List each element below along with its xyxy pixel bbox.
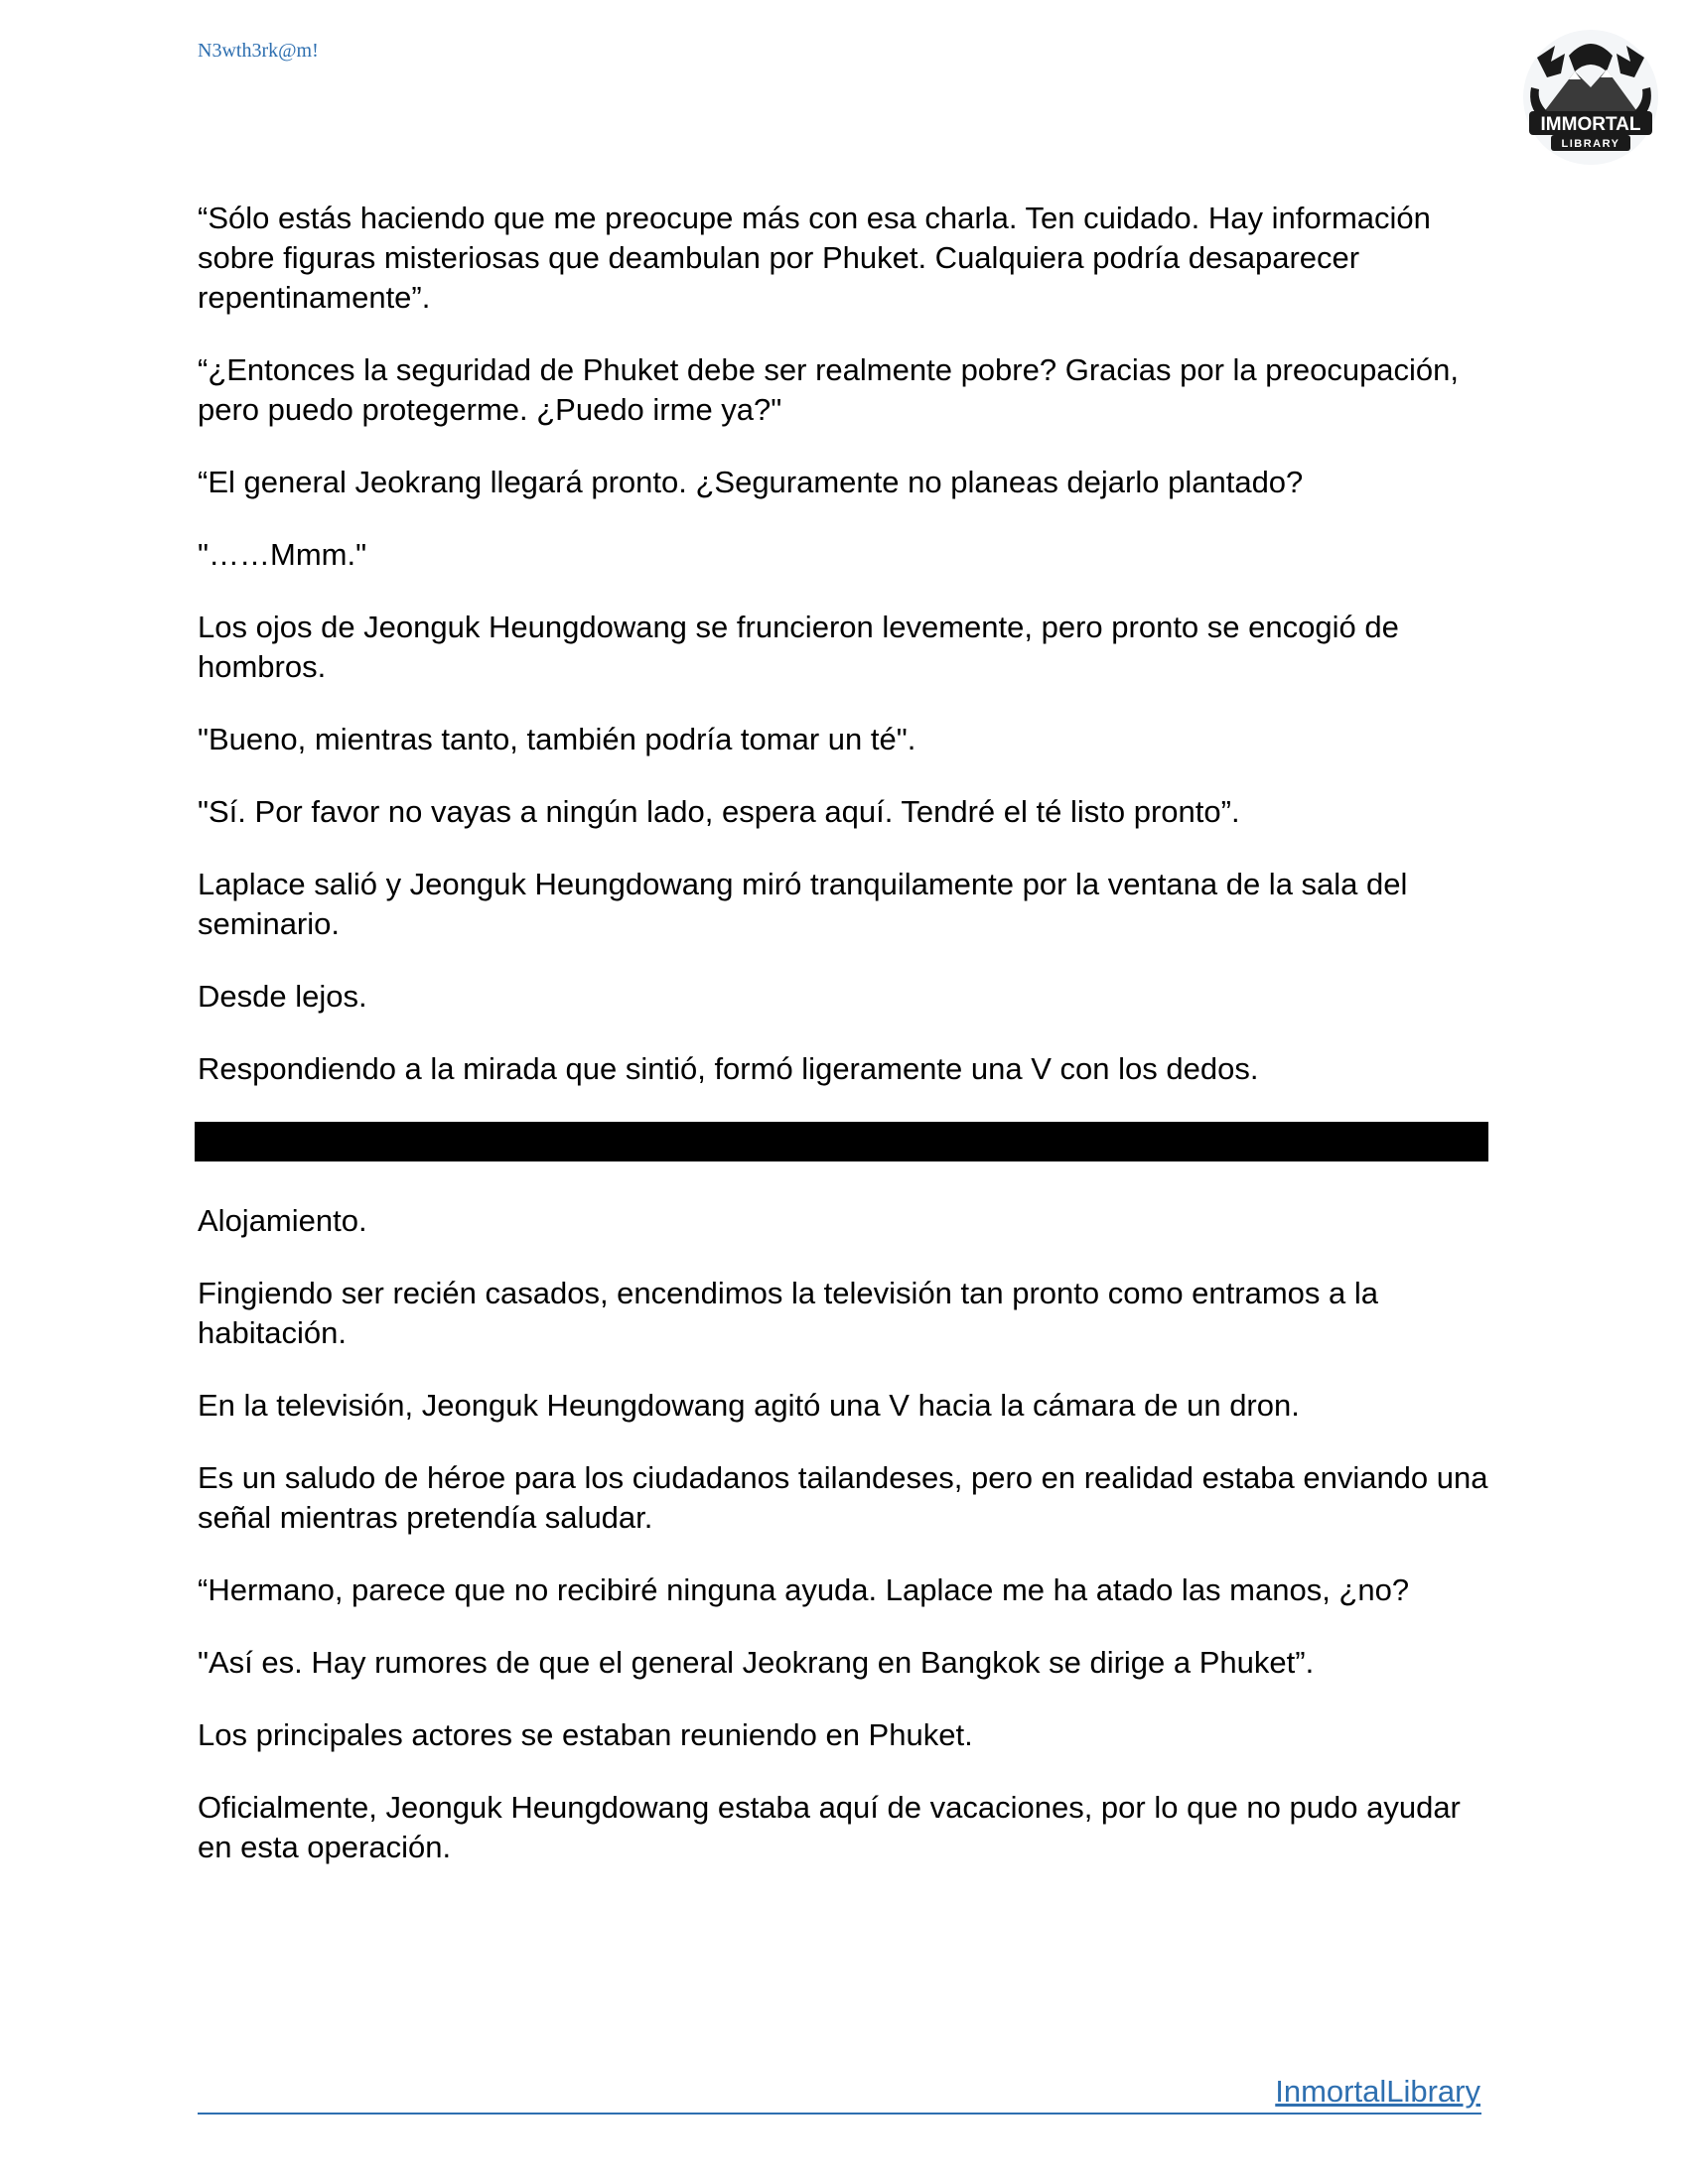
paragraph: "Sí. Por favor no vayas a ningún lado, espera aquí. Tendré el té listo pronto”. <box>198 794 1240 829</box>
paragraph: Desde lejos. <box>198 979 367 1014</box>
logo-line1: IMMORTAL <box>1540 114 1641 135</box>
paragraph: Alojamiento. <box>198 1203 367 1238</box>
document-body <box>198 199 1488 1900</box>
paragraph: “El general Jeokrang llegará pronto. ¿Seguramente no planeas dejarlo plantado? <box>198 465 1304 499</box>
logo-line2: LIBRARY <box>1561 138 1620 150</box>
paragraph: "Así es. Hay rumores de que el general Jeokrang en Bangkok se dirige a Phuket”. <box>198 1645 1315 1680</box>
paragraph: "Bueno, mientras tanto, también podría tomar un té". <box>198 722 916 756</box>
paragraph: Los principales actores se estaban reuniendo en Phuket. <box>198 1717 973 1752</box>
paragraph: Es un saludo de héroe para los ciudadanos tailandeses, pero en realidad estaba enviando una señal mientras pretendía saludar. <box>198 1460 1488 1535</box>
paragraph: En la televisión, Jeonguk Heungdowang agitó una V hacia la cámara de un dron. <box>198 1388 1300 1423</box>
header-mark: N3wth3rk@m! <box>198 40 319 62</box>
paragraph: “Sólo estás haciendo que me preocupe más con esa charla. Ten cuidado. Hay información sobre figuras misteriosas que deambulan por Phuket. Cualquiera podría desaparecer repentinamente”. <box>198 201 1431 315</box>
footer-rule <box>198 2113 1481 2115</box>
paragraph: "……Mmm." <box>198 537 367 572</box>
footer-link[interactable]: InmortalLibrary <box>1275 2074 1480 2109</box>
immortal-library-logo <box>1517 28 1664 167</box>
paragraph: Laplace salió y Jeonguk Heungdowang miró tranquilamente por la ventana de la sala del seminario. <box>198 867 1408 941</box>
paragraph: Oficialmente, Jeonguk Heungdowang estaba aquí de vacaciones, por lo que no pudo ayudar en esta operación. <box>198 1790 1461 1864</box>
paragraph: Fingiendo ser recién casados, encendimos la televisión tan pronto como entramos a la habitación. <box>198 1276 1378 1350</box>
paragraph: Respondiendo a la mirada que sintió, formó ligeramente una V con los dedos. <box>198 1051 1259 1086</box>
paragraph: Los ojos de Jeonguk Heungdowang se fruncieron levemente, pero pronto se encogió de hombros. <box>198 610 1399 684</box>
paragraph: “Hermano, parece que no recibiré ninguna ayuda. Laplace me ha atado las manos, ¿no? <box>198 1572 1410 1607</box>
section-divider-bar <box>195 1122 1488 1161</box>
paragraph: “¿Entonces la seguridad de Phuket debe ser realmente pobre? Gracias por la preocupación, pero puedo protegerme. ¿Puedo irme ya?" <box>198 352 1460 427</box>
